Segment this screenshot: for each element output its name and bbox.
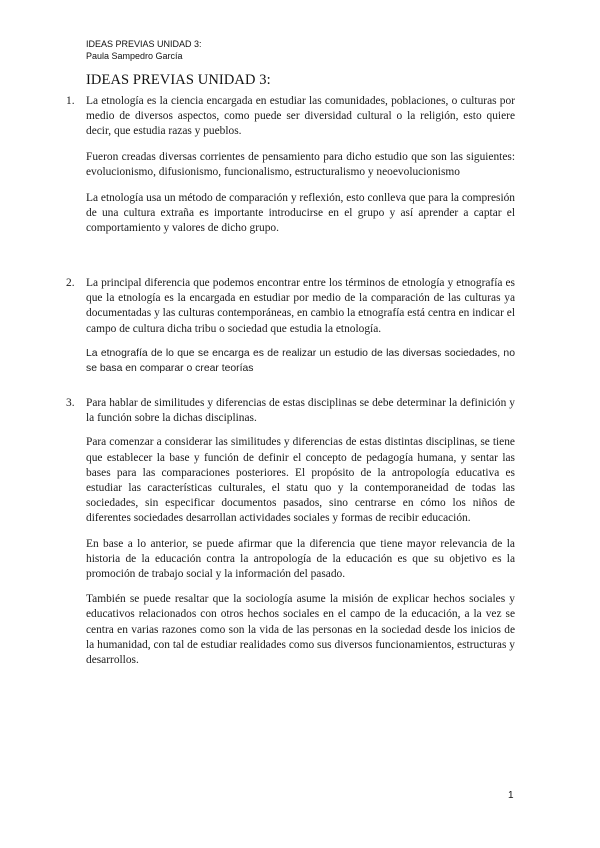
list-item-3	[66, 396, 515, 426]
list-item-2	[66, 276, 515, 337]
section-2	[66, 276, 515, 376]
paragraph: La etnología usa un método de comparación y reflexión, esto conlleva que para la compresión de una cultura extraña es importante introducirse en el grupo y así aprender a captar el comportamiento y valores de dicho grupo.	[86, 192, 515, 235]
page-header	[86, 38, 202, 62]
paragraph: En base a lo anterior, se puede afirmar que la diferencia que tiene mayor relevancia de la historia de la educación contra la antropología de la educación es que su objetivo es la promoción de trabajo social y la información del pasado.	[86, 537, 515, 581]
section-3	[66, 396, 515, 668]
page-number: 1	[508, 790, 514, 801]
document-title: IDEAS PREVIAS UNIDAD 3:	[86, 72, 271, 88]
list-item-text: La etnología es la ciencia encargada en estudiar las comunidades, poblaciones, o culturas por medio de diversos aspectos, como puede ser diversidad cultural o la religión, esto quiere decir, que estudia razas y pueblos.	[86, 95, 515, 138]
paragraph: La etnografía de lo que se encarga es de realizar un estudio de las diversas sociedades, no se basa en comparar o crear teorías	[86, 347, 515, 375]
header-author: Paula Sampedro García	[86, 51, 183, 61]
list-item-text: La principal diferencia que podemos encontrar entre los términos de etnología y etnografía es que la etnología es la encargada en estudiar por medio de la comparación de las culturas ya documentadas y las culturas contemporáneas, en cambio la etnografía está centra en indicar el campo de cultura dicha tribu o sociedad que estudia la etnología.	[86, 277, 515, 335]
paragraph: Fueron creadas diversas corrientes de pensamiento para dicho estudio que son las siguientes: evolucionismo, difusionismo, funcionalismo, estructuralismo y neoevolucionismo	[86, 150, 515, 178]
list-number: 2.	[66, 277, 75, 289]
paragraph: Para comenzar a considerar las similitudes y diferencias de estas distintas disciplinas, se tiene que establecer la base y función de definir el concepto de pedagogía humana, y sentar las bases para las comparaciones posteriores. El propósito de la antropología educativa es estudiar las características culturales, el statu quo y la contemporaneidad de todas las sociedades, sin especificar documentos pasados, sino centrarse en cómo los niños de diferentes sociedades desarrollan actividades sociales y formas de recibir educación.	[86, 436, 515, 525]
list-item-1	[66, 94, 515, 140]
list-number: 1.	[66, 95, 75, 107]
list-number: 3.	[66, 397, 75, 409]
header-title: IDEAS PREVIAS UNIDAD 3:	[86, 39, 202, 49]
section-1	[66, 94, 515, 237]
list-item-text: Para hablar de similitudes y diferencias de estas disciplinas se debe determinar la definición y la función sobre la dichas disciplinas.	[86, 397, 515, 425]
paragraph: También se puede resaltar que la sociología asume la misión de explicar hechos sociales y educativos relacionados con otros hechos sociales en el campo de la educación, a la vez se centra en varias razones como son la vida de las personas en la sociedad desde los inicios de la humanidad, con tal de estudiar realidades como sus diversos funcionamientos, estructuras y desarrollos.	[86, 593, 515, 667]
